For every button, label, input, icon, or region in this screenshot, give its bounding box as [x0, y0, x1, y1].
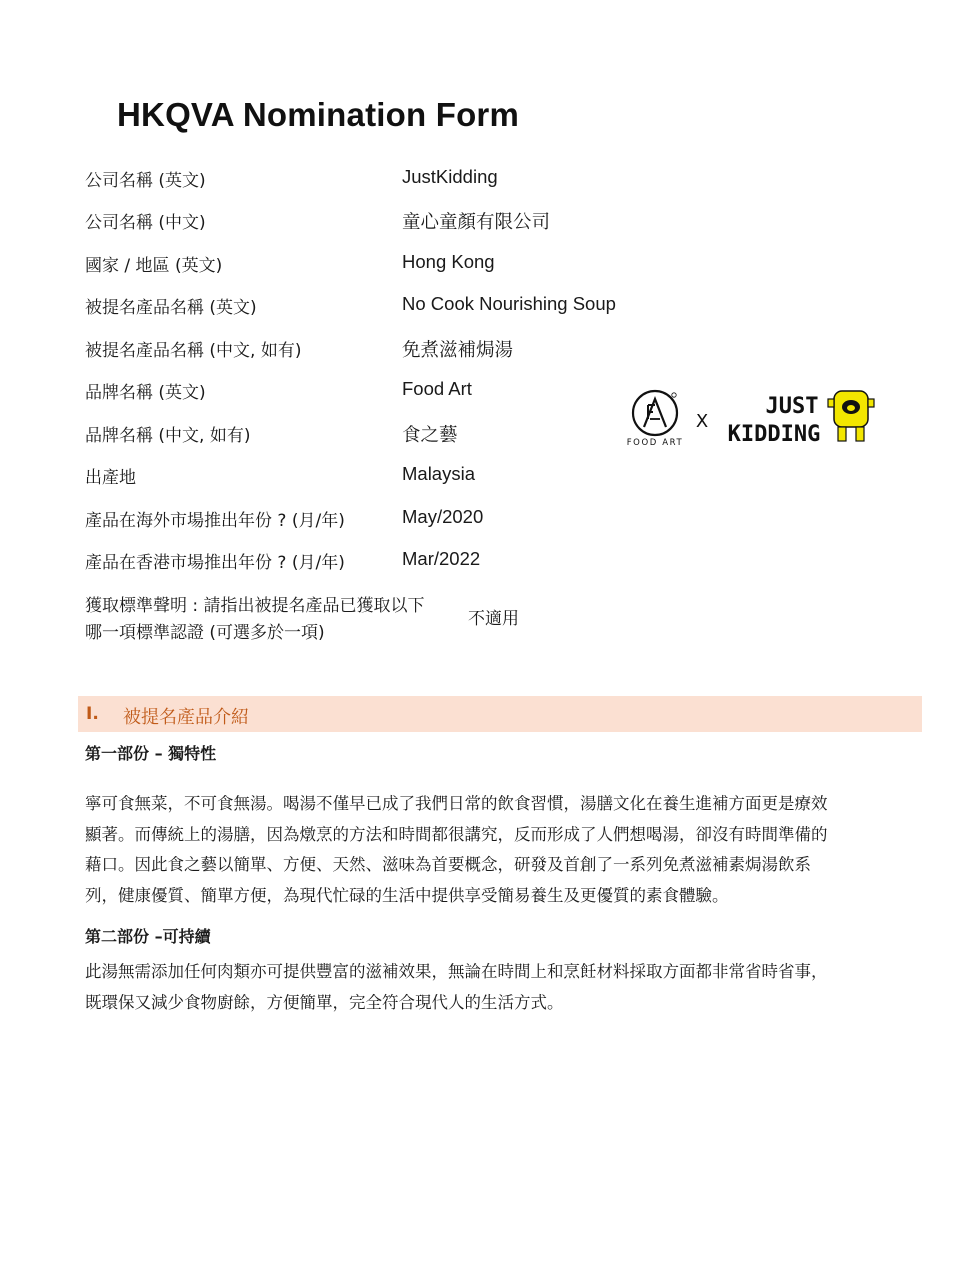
field-value: 食之藝 — [402, 424, 458, 445]
field-origin — [85, 463, 925, 493]
collab-times: X — [695, 411, 709, 432]
field-label: 品牌名稱 (中文, 如有) — [85, 426, 251, 446]
standard-label-line: 哪一項標準認證 (可選多於一項) — [85, 623, 325, 643]
field-label: 產品在香港市場推出年份 ? (月/年) — [85, 553, 345, 573]
section-number: I. — [86, 704, 99, 724]
brand-logos-svg — [622, 385, 882, 449]
part1-heading: 第一部份 – 獨特性 — [85, 744, 217, 763]
field-value: JustKidding — [402, 166, 498, 187]
field-label: 公司名稱 (英文) — [85, 171, 206, 191]
field-value: Food Art — [402, 378, 472, 399]
field-label: 國家 / 地區 (英文) — [85, 256, 223, 276]
field-label: 出產地 — [85, 468, 136, 488]
food-art-logo-text: FOOD ART — [626, 438, 684, 448]
field-value: May/2020 — [402, 506, 484, 527]
field-label: 產品在海外市場推出年份 ? (月/年) — [85, 511, 345, 531]
field-country — [85, 251, 925, 281]
field-label: 公司名稱 (中文) — [85, 213, 206, 233]
mascot-icon — [828, 391, 874, 441]
field-value: 童心童顏有限公司 — [402, 211, 551, 232]
field-company-name-zh — [85, 208, 925, 238]
field-value: 免煮滋補焗湯 — [402, 339, 514, 360]
field-value: Mar/2022 — [402, 548, 481, 569]
section-header — [78, 696, 922, 732]
field-product-name-en — [85, 293, 925, 323]
paragraph-line: 顯著。而傳統上的湯膳，因為燉烹的方法和時間都很講究，反而形成了人們想喝湯，卻沒有時間準備的 — [85, 824, 828, 844]
just-kidding-text-1: JUST — [765, 394, 819, 419]
field-value: Hong Kong — [402, 251, 495, 272]
paragraph-line: 既環保又減少食物廚餘，方便簡單，完全符合現代人的生活方式。 — [85, 992, 564, 1012]
field-value: No Cook Nourishing Soup — [402, 293, 616, 314]
just-kidding-text-2: KIDDING — [727, 422, 821, 447]
part1-paragraph — [85, 789, 920, 911]
field-product-name-zh — [85, 336, 925, 366]
paragraph-line: 藉口。因此食之藝以簡單、方便、天然、滋味為首要概念，研發及首創了一系列免煮滋補素焗湯飲系 — [85, 855, 811, 874]
standard-declaration-value: 不適用 — [468, 609, 519, 629]
standard-label-line: 獲取標準聲明 : 請指出被提名產品已獲取以下 — [85, 596, 425, 616]
field-value: Malaysia — [402, 463, 475, 484]
field-label: 品牌名稱 (英文) — [85, 383, 206, 403]
section-title: 被提名產品介紹 — [123, 707, 249, 728]
paragraph-line: 列，健康優質、簡單方便，為現代忙碌的生活中提供享受簡易養生及更優質的素食體驗。 — [85, 885, 729, 905]
part2-heading: 第二部份 –可持續 — [85, 927, 211, 946]
just-kidding-logo — [728, 391, 874, 447]
field-label: 被提名產品名稱 (英文) — [85, 298, 257, 318]
field-hk-launch — [85, 548, 925, 578]
standard-declaration-label — [85, 593, 425, 647]
field-overseas-launch — [85, 506, 925, 536]
food-art-logo — [627, 391, 684, 448]
part2-paragraph — [85, 957, 920, 1018]
field-company-name-en — [85, 166, 925, 196]
brand-logos — [622, 385, 882, 449]
paragraph-line: 寧可食無菜，不可食無湯。喝湯不僅早已成了我們日常的飲食習慣，湯膳文化在養生進補方面更是療效 — [85, 794, 828, 813]
page-title: HKQVA Nomination Form — [117, 96, 520, 133]
field-label: 被提名產品名稱 (中文, 如有) — [85, 341, 302, 361]
paragraph-line: 此湯無需添加任何肉類亦可提供豐富的滋補效果，無論在時間上和烹飪材料採取方面都非常省時省事， — [85, 962, 828, 981]
